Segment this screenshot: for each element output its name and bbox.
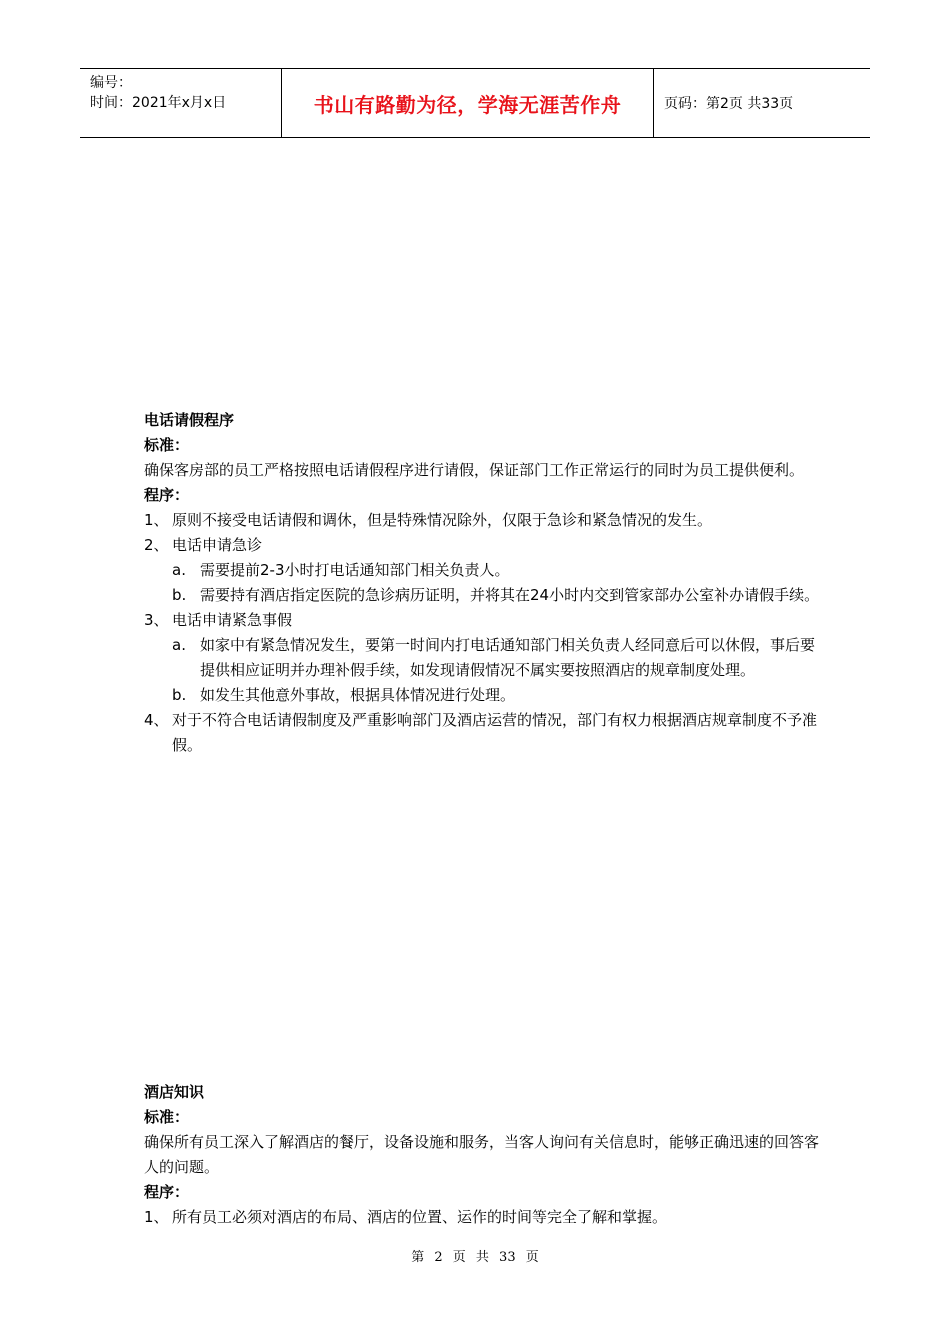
item-letter: b. — [172, 686, 187, 704]
motto: 书山有路勤为径，学海无涯苦作舟 — [313, 92, 622, 117]
item-number: 1、 — [144, 1208, 169, 1226]
sub-list-item — [144, 633, 824, 683]
section-title: 酒店知识 — [144, 1083, 205, 1101]
item-text: 需要持有酒店指定医院的急诊病历证明，并将其在24小时内交到管家部办公室补办请假手续。 — [200, 586, 820, 604]
section-phone-leave — [144, 408, 824, 758]
item-text: 电话申请紧急事假 — [172, 611, 293, 629]
section-title: 电话请假程序 — [144, 411, 235, 429]
item-number: 4、 — [144, 711, 169, 729]
list-item — [144, 508, 824, 533]
list-item — [144, 608, 824, 633]
procedure-label: 程序： — [144, 486, 190, 504]
list-item — [144, 1205, 824, 1230]
item-text: 如家中有紧急情况发生，要第一时间内打电话通知部门相关负责人经同意后可以休假，事后要提供相应证明并办理补假手续，如发现请假情况不属实要按照酒店的规章制度处理。 — [200, 636, 816, 679]
standard-label: 标准： — [144, 1108, 190, 1126]
item-number: 3、 — [144, 611, 169, 629]
time-label: 时间：2021年x月x日 — [90, 95, 227, 111]
standard-text: 确保所有员工深入了解酒店的餐厅，设备设施和服务，当客人询问有关信息时，能够正确迅速的回答客人的问题。 — [144, 1133, 820, 1176]
sub-list-item — [144, 558, 824, 583]
standard-label: 标准： — [144, 436, 190, 454]
procedure-label: 程序： — [144, 1183, 190, 1201]
sub-list-item — [144, 583, 824, 608]
page-footer: 第 2 页 共 33 页 — [411, 1250, 539, 1265]
item-text: 电话申请急诊 — [172, 536, 263, 554]
procedure-list — [144, 1205, 824, 1230]
item-text: 对于不符合电话请假制度及严重影响部门及酒店运营的情况，部门有权力根据酒店规章制度不予准假。 — [172, 711, 818, 754]
list-item — [144, 708, 824, 758]
number-label: 编号： — [90, 75, 132, 91]
header-meta — [80, 69, 282, 137]
document-header — [80, 68, 870, 138]
sub-list-item — [144, 683, 824, 708]
item-number: 2、 — [144, 536, 169, 554]
standard-text: 确保客房部的员工严格按照电话请假程序进行请假，保证部门工作正常运行的同时为员工提供便利。 — [144, 461, 805, 479]
header-motto-cell — [282, 69, 654, 137]
item-text: 原则不接受电话请假和调休，但是特殊情况除外，仅限于急诊和紧急情况的发生。 — [172, 511, 713, 529]
item-letter: b. — [172, 586, 187, 604]
list-item — [144, 533, 824, 558]
item-text: 所有员工必须对酒店的布局、酒店的位置、运作的时间等完全了解和掌握。 — [172, 1208, 668, 1226]
item-number: 1、 — [144, 511, 169, 529]
item-text: 需要提前2-3小时打电话通知部门相关负责人。 — [200, 561, 510, 579]
item-letter: a. — [172, 636, 186, 654]
item-letter: a. — [172, 561, 186, 579]
item-text: 如发生其他意外事故，根据具体情况进行处理。 — [200, 686, 516, 704]
page-info: 页码：第2页 共33页 — [664, 96, 794, 112]
section-hotel-knowledge — [144, 1080, 824, 1230]
procedure-list — [144, 508, 824, 758]
